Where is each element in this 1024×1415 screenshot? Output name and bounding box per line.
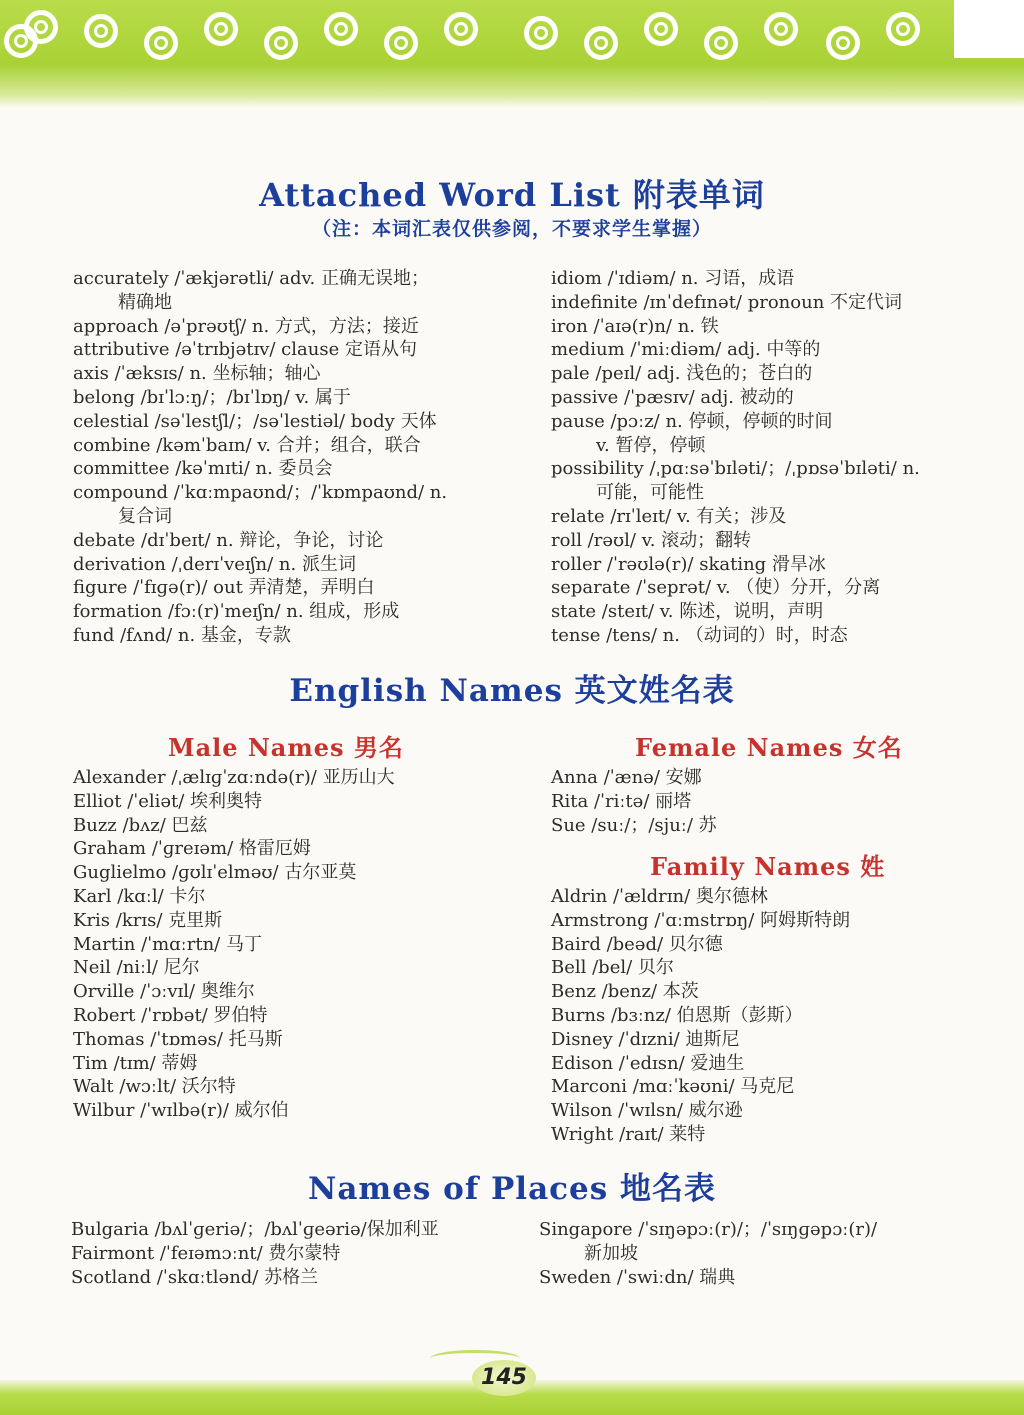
word-entry: combine /kəmˈbaɪn/ v. 合并；组合，联合: [73, 434, 421, 456]
word-list-left-column: [73, 267, 447, 648]
male-name-entry: Elliot /ˈeliət/ 埃利奥特: [73, 790, 263, 812]
family-name-entry: Bell /bel/ 贝尔: [551, 957, 674, 979]
word-entry: tense /tens/ n. （动词的）时，时态: [551, 624, 848, 646]
ring-decoration: [644, 12, 678, 46]
male-names-list: [73, 766, 395, 1123]
family-name-entry: Edison /ˈedɪsn/ 爱迪生: [551, 1052, 745, 1074]
word-list-right-column: [551, 267, 920, 648]
page-note: （注：本词汇表仅供参阅，不要求学生掌握）: [311, 218, 712, 240]
place-entry: 新加坡: [584, 1242, 638, 1264]
male-name-entry: Karl /kɑːl/ 卡尔: [73, 885, 206, 907]
word-entry: axis /ˈæksɪs/ n. 坐标轴；轴心: [73, 363, 321, 385]
male-name-entry: Orville /ˈɔːvɪl/ 奥维尔: [73, 981, 255, 1003]
family-names-heading: Family Names 姓: [650, 852, 886, 881]
places-right-column: [539, 1218, 877, 1289]
word-entry: medium /ˈmiːdiəm/ adj. 中等的: [551, 339, 821, 361]
family-name-entry: Baird /beəd/ 贝尔德: [551, 933, 723, 955]
word-entry: idiom /ˈɪdiəm/ n. 习语，成语: [551, 268, 795, 289]
word-entry: belong /bɪˈlɔːŋ/；/bɪˈlɒŋ/ v. 属于: [73, 386, 351, 408]
ring-decoration: [444, 12, 478, 46]
family-names-list: [551, 885, 850, 1147]
word-entry: accurately /ˈækjərətli/ adv. 正确无误地；: [73, 268, 429, 289]
male-name-entry: Neil /niːl/ 尼尔: [73, 957, 200, 979]
ring-decoration: [886, 12, 920, 46]
word-entry: relate /rɪˈleɪt/ v. 有关；涉及: [551, 505, 787, 527]
place-entry: Bulgaria /bʌlˈɡeriə/；/bʌlˈɡeəriə/保加利亚: [71, 1219, 439, 1240]
word-entry: v. 暂停，停顿: [596, 434, 706, 456]
ring-decoration: [24, 10, 58, 44]
word-entry: iron /ˈaɪə(r)n/ n. 铁: [551, 315, 719, 337]
place-entry: Fairmont /ˈfeɪəmɔːnt/ 费尔蒙特: [71, 1242, 341, 1264]
female-names-list: [551, 766, 717, 837]
word-entry: pause /pɔːz/ n. 停顿，停顿的时间: [551, 410, 833, 432]
ring-decoration: [384, 26, 418, 60]
female-name-entry: Rita /ˈriːtə/ 丽塔: [551, 790, 692, 812]
word-entry: separate /ˈseprət/ v. （使）分开，分离: [551, 577, 881, 599]
ring-decoration: [826, 26, 860, 60]
place-entry: Singapore /ˈsɪŋəpɔː(r)/；/ˈsɪŋɡəpɔː(r)/: [539, 1219, 878, 1240]
ring-decoration: [144, 26, 178, 60]
word-entry: approach /əˈprəʊtʃ/ n. 方式，方法；接近: [73, 315, 419, 337]
ring-decoration: [704, 26, 738, 60]
top-decorative-band: [0, 0, 1024, 108]
male-name-entry: Tim /tɪm/ 蒂姆: [73, 1052, 198, 1074]
word-entry: celestial /səˈlestʃl/；/səˈlestiəl/ body 天体: [73, 410, 437, 432]
ring-pattern: [0, 10, 960, 60]
word-entry: attributive /əˈtrɪbjətɪv/ clause 定语从句: [73, 339, 417, 361]
ring-decoration: [324, 12, 358, 46]
male-name-entry: Wilbur /ˈwɪlbə(r)/ 威尔伯: [73, 1100, 289, 1122]
word-entry: possibility /ˌpɑːsəˈbɪləti/；/ˌpɒsəˈbɪləti/ n.: [551, 458, 920, 480]
male-name-entry: Thomas /ˈtɒməs/ 托马斯: [73, 1028, 283, 1050]
ring-decoration: [524, 16, 558, 50]
word-entry: indefinite /ɪnˈdefɪnət/ pronoun 不定代词: [551, 291, 903, 313]
word-entry: debate /dɪˈbeɪt/ n. 辩论，争论，讨论: [73, 529, 384, 551]
female-name-entry: Anna /ˈænə/ 安娜: [551, 767, 702, 788]
family-name-entry: Aldrin /ˈældrɪn/ 奥尔德林: [551, 886, 768, 907]
family-name-entry: Disney /ˈdɪzni/ 迪斯尼: [551, 1028, 740, 1050]
ring-decoration: [764, 12, 798, 46]
male-name-entry: Robert /ˈrɒbət/ 罗伯特: [73, 1004, 268, 1026]
ring-decoration: [264, 26, 298, 60]
word-entry: committee /kəˈmɪti/ n. 委员会: [73, 458, 333, 480]
male-name-entry: Guglielmo /ɡʊlɪˈelməʊ/ 古尔亚莫: [73, 862, 357, 884]
place-entry: Sweden /ˈswiːdn/ 瑞典: [539, 1266, 736, 1288]
female-names-heading: Female Names 女名: [635, 733, 903, 762]
word-entry: formation /fɔː(r)ˈmeɪʃn/ n. 组成，形成: [73, 601, 400, 623]
word-entry: 精确地: [118, 291, 172, 313]
english-names-heading: English Names 英文姓名表: [289, 673, 735, 709]
word-entry: passive /ˈpæsɪv/ adj. 被动的: [551, 386, 794, 408]
word-entry: fund /fʌnd/ n. 基金，专款: [73, 624, 291, 646]
male-name-entry: Buzz /bʌz/ 巴兹: [73, 814, 208, 836]
male-name-entry: Martin /ˈmɑːrtn/ 马丁: [73, 933, 262, 955]
female-name-entry: Sue /suː/；/sjuː/ 苏: [551, 814, 717, 836]
place-entry: Scotland /ˈskɑːtlənd/ 苏格兰: [71, 1266, 319, 1288]
corner-patch: [954, 0, 1024, 58]
page-title: Attached Word List 附表单词: [259, 176, 765, 214]
word-entry: pale /peɪl/ adj. 浅色的；苍白的: [551, 363, 813, 385]
male-name-entry: Walt /wɔːlt/ 沃尔特: [73, 1076, 236, 1098]
places-heading: Names of Places 地名表: [307, 1171, 716, 1207]
ring-decoration: [204, 12, 238, 46]
word-entry: compound /ˈkɑːmpaʊnd/；/ˈkɒmpaʊnd/ n.: [73, 482, 448, 504]
family-name-entry: Wright /raɪt/ 莱特: [551, 1123, 706, 1145]
ring-decoration: [84, 14, 118, 48]
male-name-entry: Kris /krɪs/ 克里斯: [73, 909, 223, 931]
male-name-entry: Alexander /ˌælɪɡˈzɑːndə(r)/ 亚历山大: [73, 767, 395, 788]
male-name-entry: Graham /ˈɡreɪəm/ 格雷厄姆: [73, 838, 311, 860]
family-name-entry: Benz /benz/ 本茨: [551, 981, 699, 1003]
family-name-entry: Armstrong /ˈɑːmstrɒŋ/ 阿姆斯特朗: [551, 909, 851, 931]
word-entry: derivation /ˌderɪˈveɪʃn/ n. 派生词: [73, 553, 356, 575]
family-name-entry: Burns /bɜːnz/ 伯恩斯（彭斯）: [551, 1004, 803, 1026]
page-number: 145: [472, 1360, 536, 1396]
word-entry: figure /ˈfɪɡə(r)/ out 弄清楚，弄明白: [73, 577, 375, 599]
family-name-entry: Wilson /ˈwɪlsn/ 威尔逊: [551, 1100, 743, 1122]
places-left-column: [71, 1218, 439, 1289]
word-entry: roller /ˈrəʊlə(r)/ skating 滑旱冰: [551, 553, 826, 575]
word-entry: roll /rəʊl/ v. 滚动；翻转: [551, 529, 752, 551]
word-entry: state /steɪt/ v. 陈述，说明，声明: [551, 601, 824, 623]
family-name-entry: Marconi /mɑːˈkəʊni/ 马克尼: [551, 1076, 795, 1098]
word-entry: 可能，可能性: [596, 482, 704, 504]
ring-decoration: [584, 26, 618, 60]
word-entry: 复合词: [118, 505, 172, 527]
male-names-heading: Male Names 男名: [168, 733, 404, 762]
